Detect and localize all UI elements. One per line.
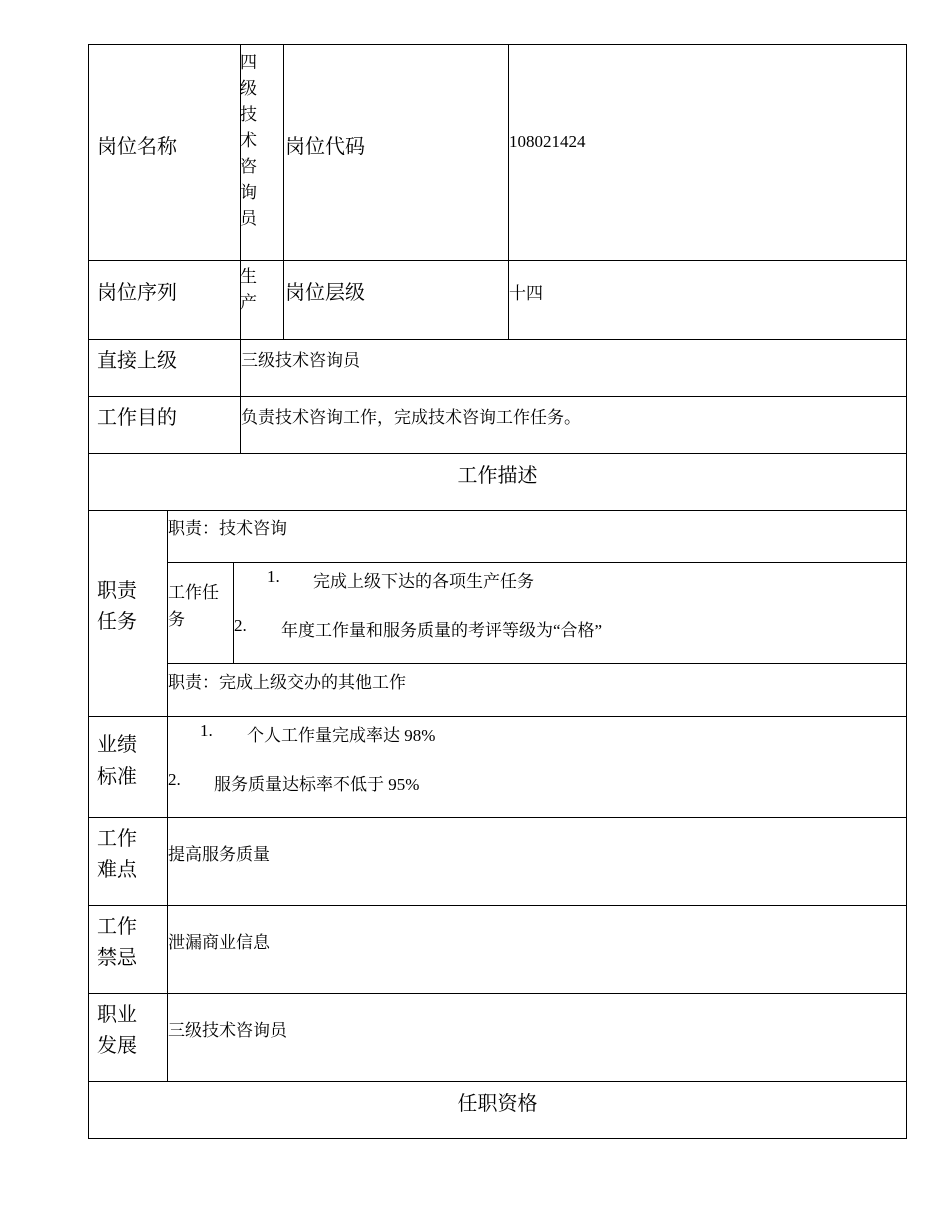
- difficulty-label-line1: 工作: [97, 828, 137, 850]
- position-name-label: 岗位名称: [97, 136, 177, 158]
- career-label-line1: 职业: [97, 1004, 137, 1026]
- row-divider: [88, 339, 907, 340]
- position-code-label: 岗位代码: [285, 136, 365, 158]
- task-label-line1: 工作任: [168, 583, 219, 602]
- job-description-header: 工作描述: [457, 465, 538, 487]
- performance-2-text: 服务质量达标率不低于 95%: [214, 775, 420, 794]
- position-level-label: 岗位层级: [285, 282, 365, 304]
- task-label-line2: 务: [168, 610, 185, 629]
- performance-label-line1: 业绩: [97, 734, 137, 756]
- career-label-line2: 发展: [97, 1035, 137, 1057]
- difficulty-value: 提高服务质量: [168, 845, 270, 864]
- position-series-value: 生产: [240, 267, 257, 312]
- row-divider: [88, 993, 907, 994]
- position-name-value: 四级技术咨询员: [240, 53, 257, 228]
- taboo-value: 泄漏商业信息: [168, 933, 270, 952]
- duties-label-line2: 任务: [97, 611, 137, 633]
- task-1-number: 1.: [267, 567, 280, 586]
- col-divider: [283, 44, 284, 339]
- row-divider: [88, 1081, 907, 1082]
- row-divider: [88, 817, 907, 818]
- performance-1-number: 1.: [200, 721, 213, 740]
- row-divider: [88, 716, 907, 717]
- position-code-value: 108021424: [509, 132, 586, 151]
- row-divider: [88, 396, 907, 397]
- qualification-header: 任职资格: [457, 1093, 538, 1115]
- duties-label-line1: 职责: [97, 580, 137, 602]
- job-purpose-label: 工作目的: [97, 407, 177, 429]
- direct-superior-value: 三级技术咨询员: [241, 351, 360, 370]
- taboo-label-line1: 工作: [97, 916, 137, 938]
- task-2-text: 年度工作量和服务质量的考评等级为“合格”: [281, 621, 603, 640]
- job-purpose-value: 负责技术咨询工作，完成技术咨询工作任务。: [241, 408, 581, 427]
- difficulty-label-line2: 难点: [97, 859, 137, 881]
- row-divider: [88, 260, 907, 261]
- direct-superior-label: 直接上级: [97, 350, 177, 372]
- career-value: 三级技术咨询员: [168, 1021, 287, 1040]
- row-divider: [167, 562, 907, 563]
- duty-item-1: 职责：技术咨询: [168, 519, 287, 538]
- col-divider: [233, 562, 234, 663]
- row-divider: [88, 510, 907, 511]
- taboo-label-line2: 禁忌: [97, 947, 137, 969]
- task-1-text: 完成上级下达的各项生产任务: [313, 572, 534, 591]
- position-series-label: 岗位序列: [97, 282, 177, 304]
- performance-1-text: 个人工作量完成率达 98%: [247, 726, 436, 745]
- position-level-value: 十四: [509, 284, 543, 303]
- duty-item-2: 职责：完成上级交办的其他工作: [168, 673, 406, 692]
- row-divider: [88, 905, 907, 906]
- performance-label-line2: 标准: [97, 766, 137, 788]
- task-2-number: 2.: [234, 616, 247, 635]
- performance-2-number: 2.: [168, 770, 181, 789]
- row-divider: [88, 453, 907, 454]
- row-divider: [167, 663, 907, 664]
